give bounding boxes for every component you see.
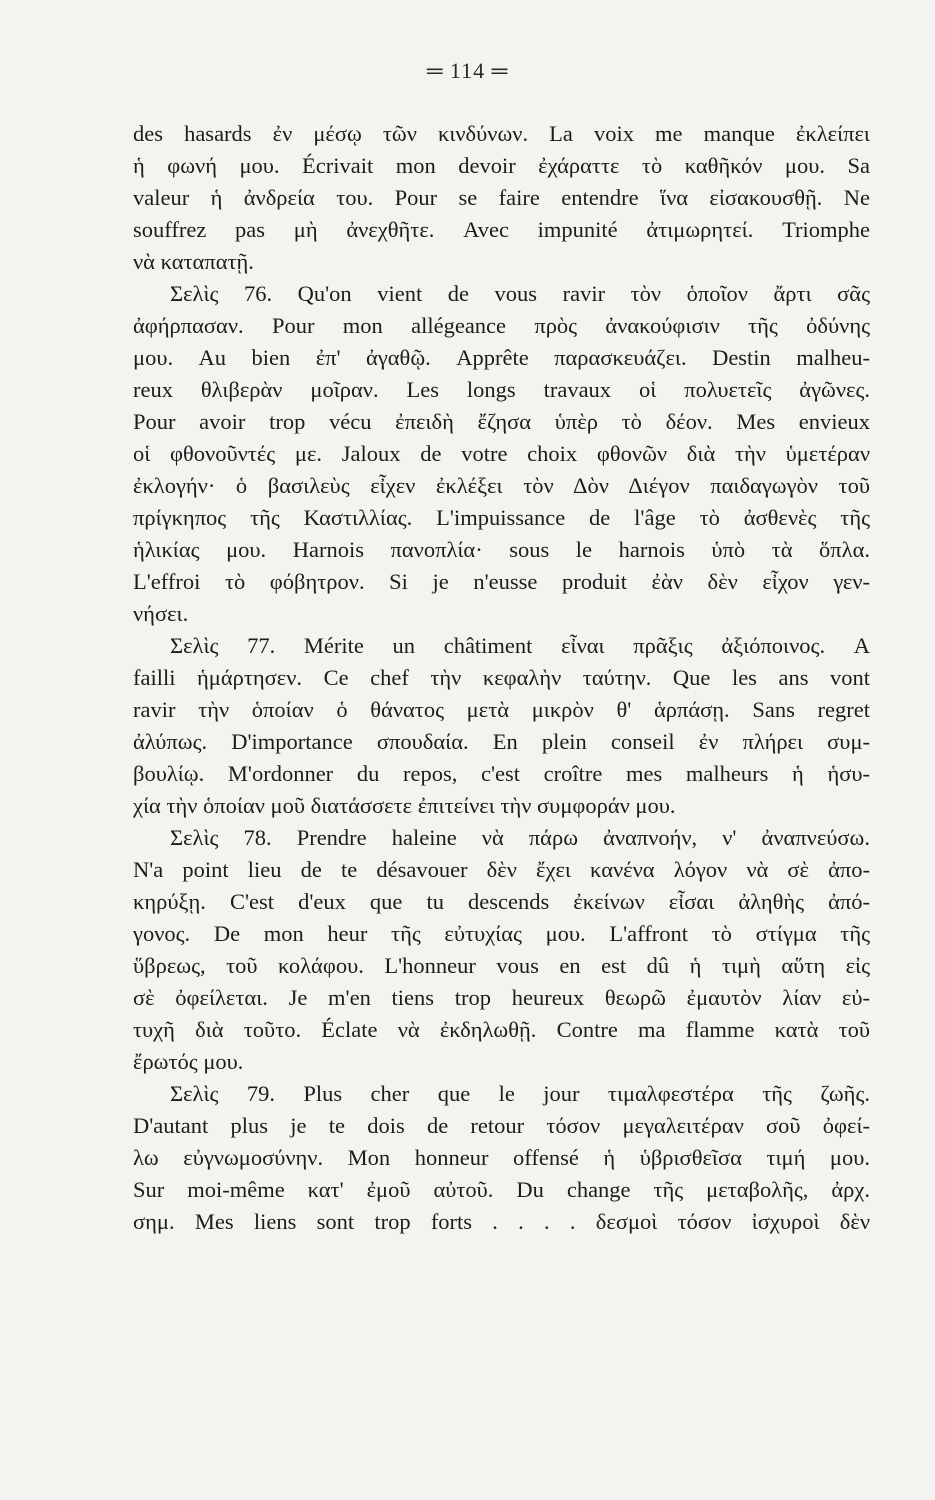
text-line: μου. Au bien ἐπ' ἀγαθῷ. Apprête παρασκευάζει. Destin malheu- (133, 345, 870, 370)
body-text (133, 118, 870, 1238)
text-line: failli ἡμάρτησεν. Ce chef τὴν κεφαλὴν ταύτην. Que les ans vont (133, 665, 870, 690)
text-line: ravir τὴν ὁποίαν ὁ θάνατος μετὰ μικρὸν θ' ἁρπάσῃ. Sans regret (133, 697, 870, 722)
page-number: ═ 114 ═ (426, 58, 509, 83)
text-line: ἔρωτός μου. (133, 1049, 244, 1074)
text-line: πρίγκηπος τῆς Καστιλλίας. L'impuissance de l'âge τὸ ἀσθενὲς τῆς (133, 505, 870, 530)
text-line: valeur ἡ ἀνδρεία του. Pour se faire entendre ἵνα εἰσακουσθῇ. Ne (133, 185, 870, 210)
text-line: γονος. De mon heur τῆς εὐτυχίας μου. L'affront τὸ στίγμα τῆς (133, 921, 870, 946)
text-line: D'autant plus je te dois de retour τόσον μεγαλειτέραν σοῦ ὀφεί- (133, 1113, 870, 1138)
paragraph-start-line: Σελὶς 78. Prendre haleine νὰ πάρω ἀναπνοήν, ν' ἀναπνεύσω. (170, 825, 870, 850)
text-line: L'effroi τὸ φόβητρον. Si je n'eusse produit ἐὰν δὲν εἶχον γεν- (133, 569, 870, 594)
paragraph-start-line: Σελὶς 77. Mérite un châtiment εἶναι πρᾶξις ἀξιόποινος. A (170, 633, 870, 658)
text-line: reux θλιβερὰν μοῖραν. Les longs travaux οἱ πολυετεῖς ἀγῶνες. (133, 377, 870, 402)
text-line: κηρύξῃ. C'est d'eux que tu descends ἐκείνων εἶσαι ἀληθὴς ἀπό- (133, 889, 870, 914)
text-line: τυχῆ διὰ τοῦτο. Éclate νὰ ἐκδηλωθῇ. Contre ma flamme κατὰ τοῦ (133, 1017, 870, 1042)
text-line: Pour avoir trop vécu ἐπειδὴ ἔζησα ὑπὲρ τὸ δέον. Mes envieux (133, 409, 870, 434)
text-line: ἡ φωνή μου. Écrivait mon devoir ἐχάραττε τὸ καθῆκόν μου. Sa (133, 153, 870, 178)
text-line: ἀφήρπασαν. Pour mon allégeance πρὸς ἀνακούφισιν τῆς ὀδύνης (133, 313, 870, 338)
text-line: σημ. Mes liens sont trop forts . . . . δεσμοὶ τόσον ἰσχυροὶ δὲν (133, 1209, 870, 1234)
text-line: σὲ ὀφείλεται. Je m'en tiens trop heureux θεωρῶ ἐμαυτὸν λίαν εὐ- (133, 985, 870, 1010)
text-line: souffrez pas μὴ ἀνεχθῆτε. Avec impunité ἀτιμωρητεί. Triomphe (133, 217, 870, 242)
text-line: N'a point lieu de te désavouer δὲν ἔχει κανένα λόγον νὰ σὲ ἀπο- (133, 857, 870, 882)
text-line: ἐκλογήν· ὁ βασιλεὺς εἶχεν ἐκλέξει τὸν Δὸν Διέγον παιδαγωγὸν τοῦ (133, 473, 870, 498)
text-line: βουλίῳ. M'ordonner du repos, c'est croître mes malheurs ἡ ἡσυ- (133, 761, 870, 786)
text-line: des hasards ἐν μέσῳ τῶν κινδύνων. La voix me manque ἐκλείπει (133, 121, 870, 146)
text-line: λω εὐγνωμοσύνην. Mon honneur offensé ἡ ὑβρισθεῖσα τιμή μου. (133, 1145, 870, 1170)
text-line: νήσει. (133, 601, 189, 626)
text-line: ὕβρεως, τοῦ κολάφου. L'honneur vous en est dû ἡ τιμὴ αὕτη εἰς (133, 953, 870, 978)
text-line: Sur moi-même κατ' ἐμοῦ αὐτοῦ. Du change τῆς μεταβολῆς, ἀρχ. (133, 1177, 870, 1202)
text-line: νὰ καταπατῇ. (133, 249, 254, 274)
paragraph-start-line: Σελὶς 79. Plus cher que le jour τιμαλφεστέρα τῆς ζωῆς. (170, 1081, 870, 1106)
text-line: χία τὴν ὁποίαν μοῦ διατάσσετε ἐπιτείνει τὴν συμφοράν μου. (133, 793, 676, 818)
text-line: ἀλύπως. D'importance σπουδαία. En plein conseil ἐν πλήρει συμ- (133, 729, 870, 754)
text-line: ἡλικίας μου. Harnois πανοπλία· sous le harnois ὑπὸ τὰ ὅπλα. (133, 537, 870, 562)
text-line: οἱ φθονοῦντές με. Jaloux de votre choix φθονῶν διὰ τὴν ὑμετέραν (133, 441, 870, 466)
paragraph-start-line: Σελὶς 76. Qu'on vient de vous ravir τὸν ὁποῖον ἄρτι σᾶς (170, 281, 870, 306)
